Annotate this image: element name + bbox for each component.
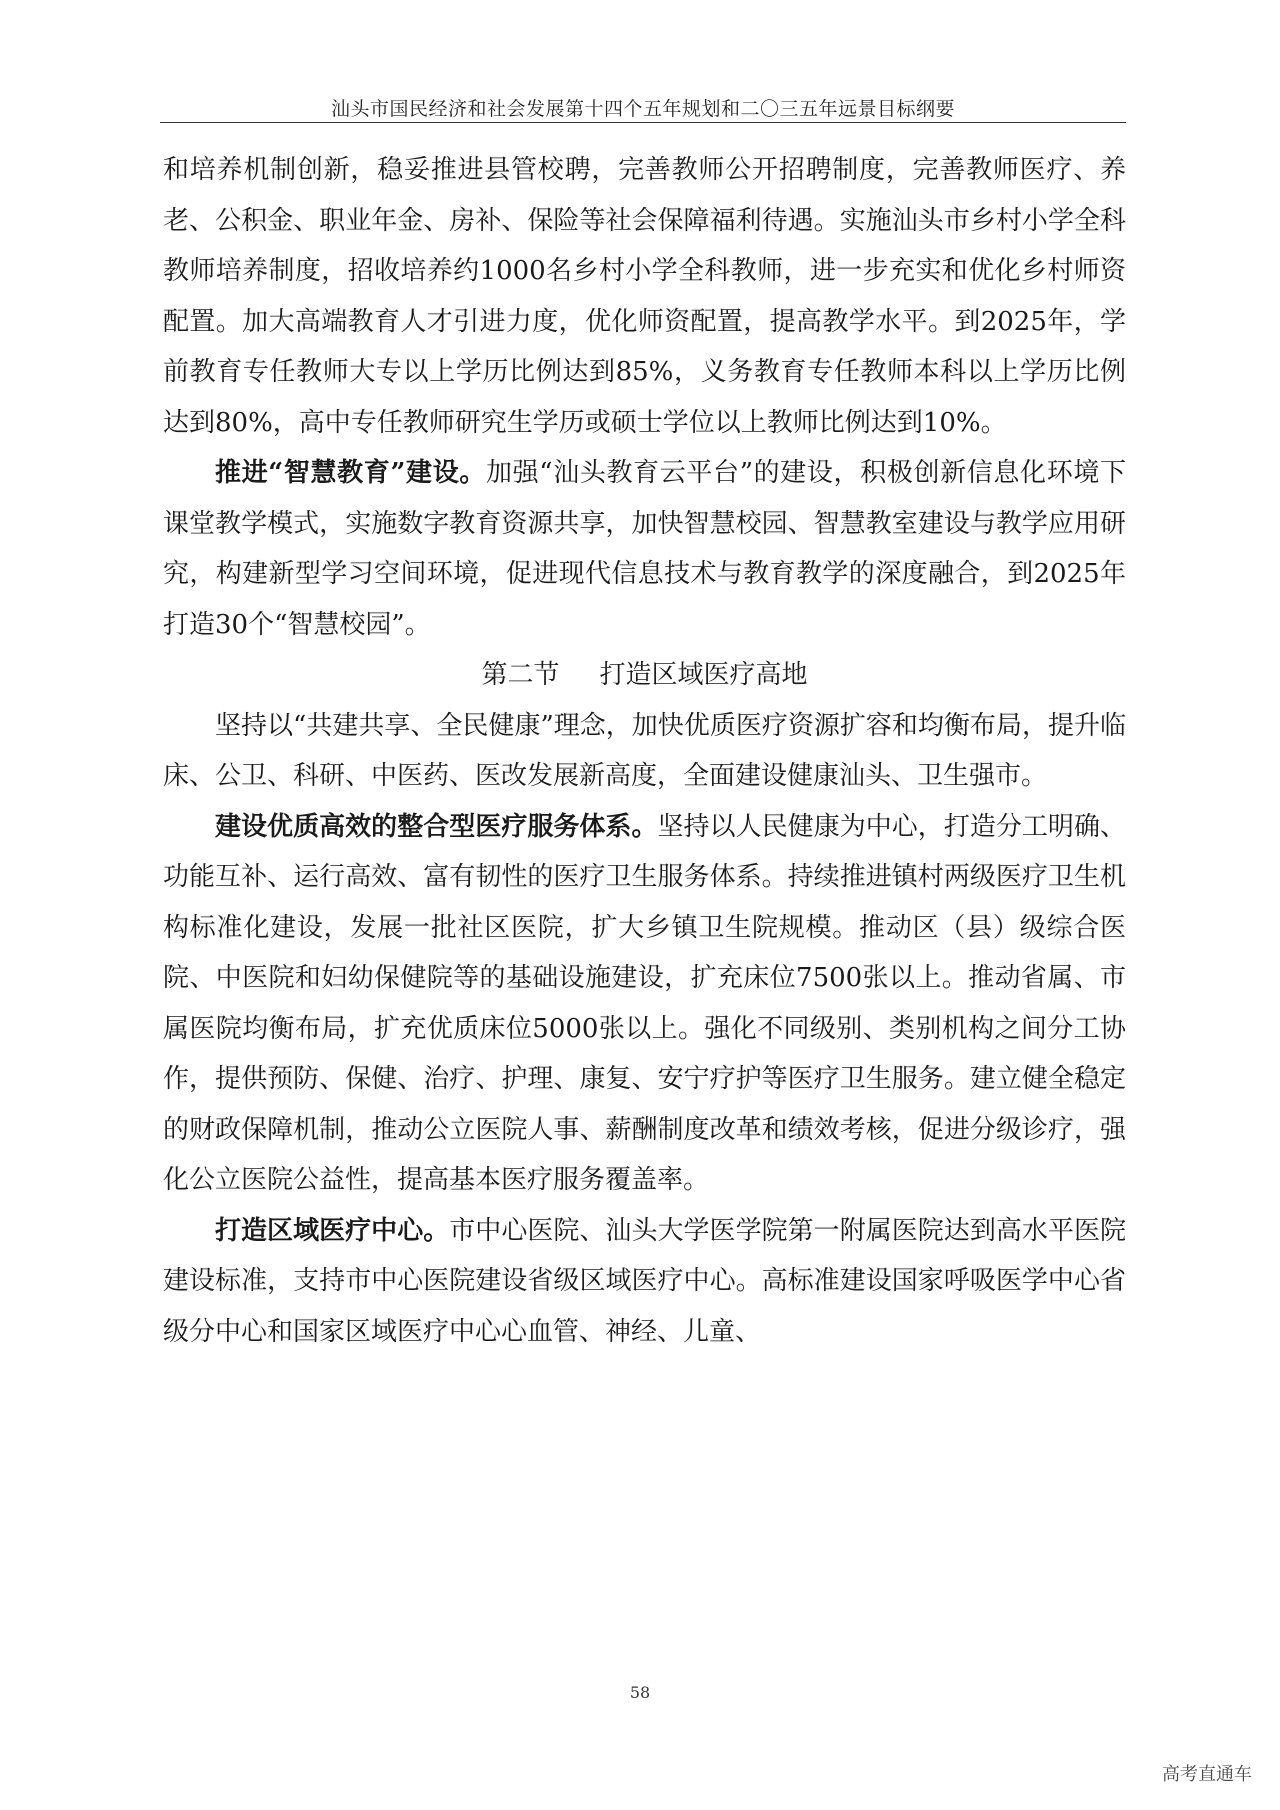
paragraph-health-principle: 坚持以“共建共享、全民健康”理念，加快优质医疗资源扩容和均衡布局，提升临床、公卫、科研、中医药、医改发展新高度，全面建设健康汕头、卫生强市。 (163, 710, 1126, 791)
watermark-text: 高考直通车 (1162, 1764, 1252, 1785)
paragraph-lead-smart-education: 推进“智慧教育”建设。 (215, 458, 486, 488)
paragraph-body-medical-center: 市中心医院、汕头大学医学院第一附属医院达到高水平医院建设标准，支持市中心医院建设省级区域医疗中心。高标准建设国家呼吸医学中心省级分中心和国家区域医疗中心心血管、神经、儿童、 (163, 1215, 1126, 1347)
paragraph-body-medical-system: 坚持以人民健康为中心，打造分工明确、功能互补、运行高效、富有韧性的医疗卫生服务体系。持续推进镇村两级医疗卫生机构标准化建设，发展一批社区医院，扩大乡镇卫生院规模。推动区（县）级综合医院、中医院和妇幼保健院等的基础设施建设，扩充床位7500张以上。推动省属、市属医院均衡布局，扩充优质床位5000张以上。强化不同级别、类别机构之间分工协作，提供预防、保健、治疗、护理、康复、安宁疗护等医疗卫生服务。建立健全稳定的财政保障机制，推动公立医院人事、薪酬制度改革和绩效考核，促进分级诊疗，强化公立医院公益性，提高基本医疗服务覆盖率。 (163, 811, 1126, 1195)
paragraph-body-smart-education: 加强“汕头教育云平台”的建设，积极创新信息化环境下课堂教学模式，实施数字教育资源共享，加快智慧校园、智慧教室建设与教学应用研究，构建新型学习空间环境，促进现代信息技术与教育教学的深度融合，到2025年打造30个“智慧校园”。 (163, 458, 1126, 640)
running-header: 汕头市国民经济和社会发展第十四个五年规划和二〇三五年远景目标纲要 (330, 98, 955, 120)
page-number: 58 (629, 1683, 651, 1702)
paragraph-lead-medical-system: 建设优质高效的整合型医疗服务体系。 (215, 811, 658, 842)
paragraph-smart-education (163, 448, 1126, 650)
section-number: 第二节 (481, 660, 560, 690)
paragraph-teacher-mechanism: 和培养机制创新，稳妥推进县管校聘，完善教师公开招聘制度，完善教师医疗、养老、公积金、职业年金、房补、保险等社会保障福利待遇。实施汕头市乡村小学全科教师培养制度，招收培养约1000名乡村小学全科教师，进一步充实和优化乡村师资配置。加大高端教育人才引进力度，优化师资配置，提高教学水平。到2025年，学前教育专任教师大专以上学历比例达到85%，义务教育专任教师本科以上学历比例达到80%，高中专任教师研究生学历或硕士学位以上教师比例达到10%。 (163, 155, 1126, 438)
paragraph-medical-system (163, 802, 1126, 1206)
section-name: 打造区域医疗高地 (599, 660, 808, 690)
body-text (163, 145, 1126, 1357)
paragraph-lead-medical-center: 打造区域医疗中心。 (215, 1215, 450, 1246)
paragraph-medical-center (163, 1206, 1126, 1358)
section-heading (163, 650, 1126, 701)
header-rule (160, 122, 1126, 123)
